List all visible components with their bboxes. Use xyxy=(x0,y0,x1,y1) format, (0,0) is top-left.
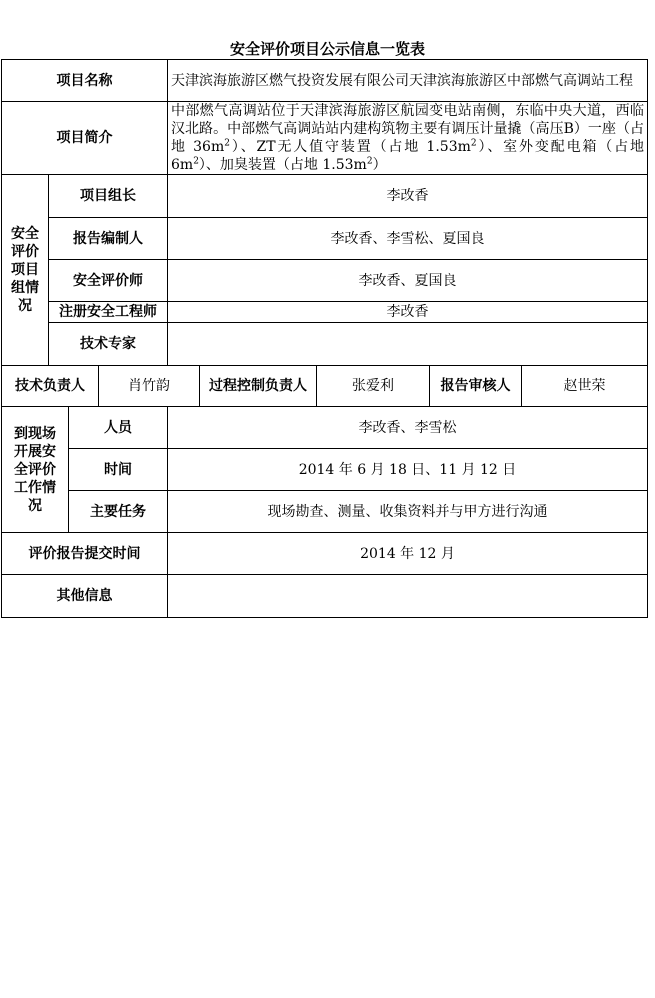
site-tasks-label: 主要任务 xyxy=(69,491,168,533)
tech-experts-value xyxy=(168,323,648,366)
project-name-value: 天津滨海旅游区燃气投资发展有限公司天津滨海旅游区中部燃气高调站工程 xyxy=(168,60,648,102)
team-group-label: 安全评价项目组情况 xyxy=(2,175,49,366)
registered-engineer-label: 注册安全工程师 xyxy=(49,302,168,323)
site-people-label: 人员 xyxy=(69,407,168,449)
row-tech-experts xyxy=(2,323,648,366)
reviewer-label: 报告审核人 xyxy=(430,366,522,406)
report-writers-value: 李改香、李雪松、夏国良 xyxy=(168,218,648,260)
site-time-value: 2014 年 6 月 18 日、11 月 12 日 xyxy=(168,449,648,491)
registered-engineer-value: 李改香 xyxy=(168,302,648,323)
row-project-name xyxy=(2,60,648,102)
team-leader-label: 项目组长 xyxy=(49,175,168,218)
tech-lead-label: 技术负责人 xyxy=(2,366,99,407)
safety-evaluators-label: 安全评价师 xyxy=(49,260,168,302)
row-site-tasks xyxy=(2,491,648,533)
review-pair xyxy=(430,366,648,407)
project-intro-label: 项目简介 xyxy=(2,102,168,175)
safety-evaluators-value: 李改香、夏国良 xyxy=(168,260,648,302)
row-team-leader xyxy=(2,175,648,218)
other-info-value xyxy=(168,575,648,618)
site-people-value: 李改香、李雪松 xyxy=(168,407,648,449)
project-intro-value: 中部燃气高调站位于天津滨海旅游区航园变电站南侧，东临中央大道，西临汉北路。中部燃气高调站站内建构筑物主要有调压计量撬（高压B）一座（占地 $36m^2$）、ZT无人值守装置（占地 $1.53m^2$）、室外变配电箱（占地 $6m^2$）、加臭装置（占地 $1.53m^2$） xyxy=(168,102,648,175)
row-submit-time xyxy=(2,533,648,575)
site-work-group-label: 到现场开展安全评价工作情况 xyxy=(2,407,69,533)
page-title: 安全评价项目公示信息一览表 xyxy=(229,40,425,58)
tech-experts-label: 技术专家 xyxy=(49,323,168,366)
site-time-label: 时间 xyxy=(69,449,168,491)
process-lead-label: 过程控制负责人 xyxy=(200,366,317,407)
row-project-intro xyxy=(2,102,648,175)
report-writers-label: 报告编制人 xyxy=(49,218,168,260)
tech-lead-value: 肖竹韵 xyxy=(99,366,200,407)
row-other-info xyxy=(2,575,648,618)
row-safety-evaluators xyxy=(2,260,648,302)
info-table xyxy=(1,59,648,618)
row-responsible xyxy=(2,366,648,407)
row-registered-engineer xyxy=(2,302,648,323)
row-site-time xyxy=(2,449,648,491)
other-info-label: 其他信息 xyxy=(2,575,168,618)
team-leader-value: 李改香 xyxy=(168,175,648,218)
row-report-writers xyxy=(2,218,648,260)
site-tasks-value: 现场勘查、测量、收集资料并与甲方进行沟通 xyxy=(168,491,648,533)
project-name-label: 项目名称 xyxy=(2,60,168,102)
process-lead-value: 张爱利 xyxy=(317,366,430,407)
reviewer-value: 赵世荣 xyxy=(563,378,606,394)
submit-time-label: 评价报告提交时间 xyxy=(2,533,168,575)
row-site-people xyxy=(2,407,648,449)
submit-time-value: 2014 年 12 月 xyxy=(168,533,648,575)
